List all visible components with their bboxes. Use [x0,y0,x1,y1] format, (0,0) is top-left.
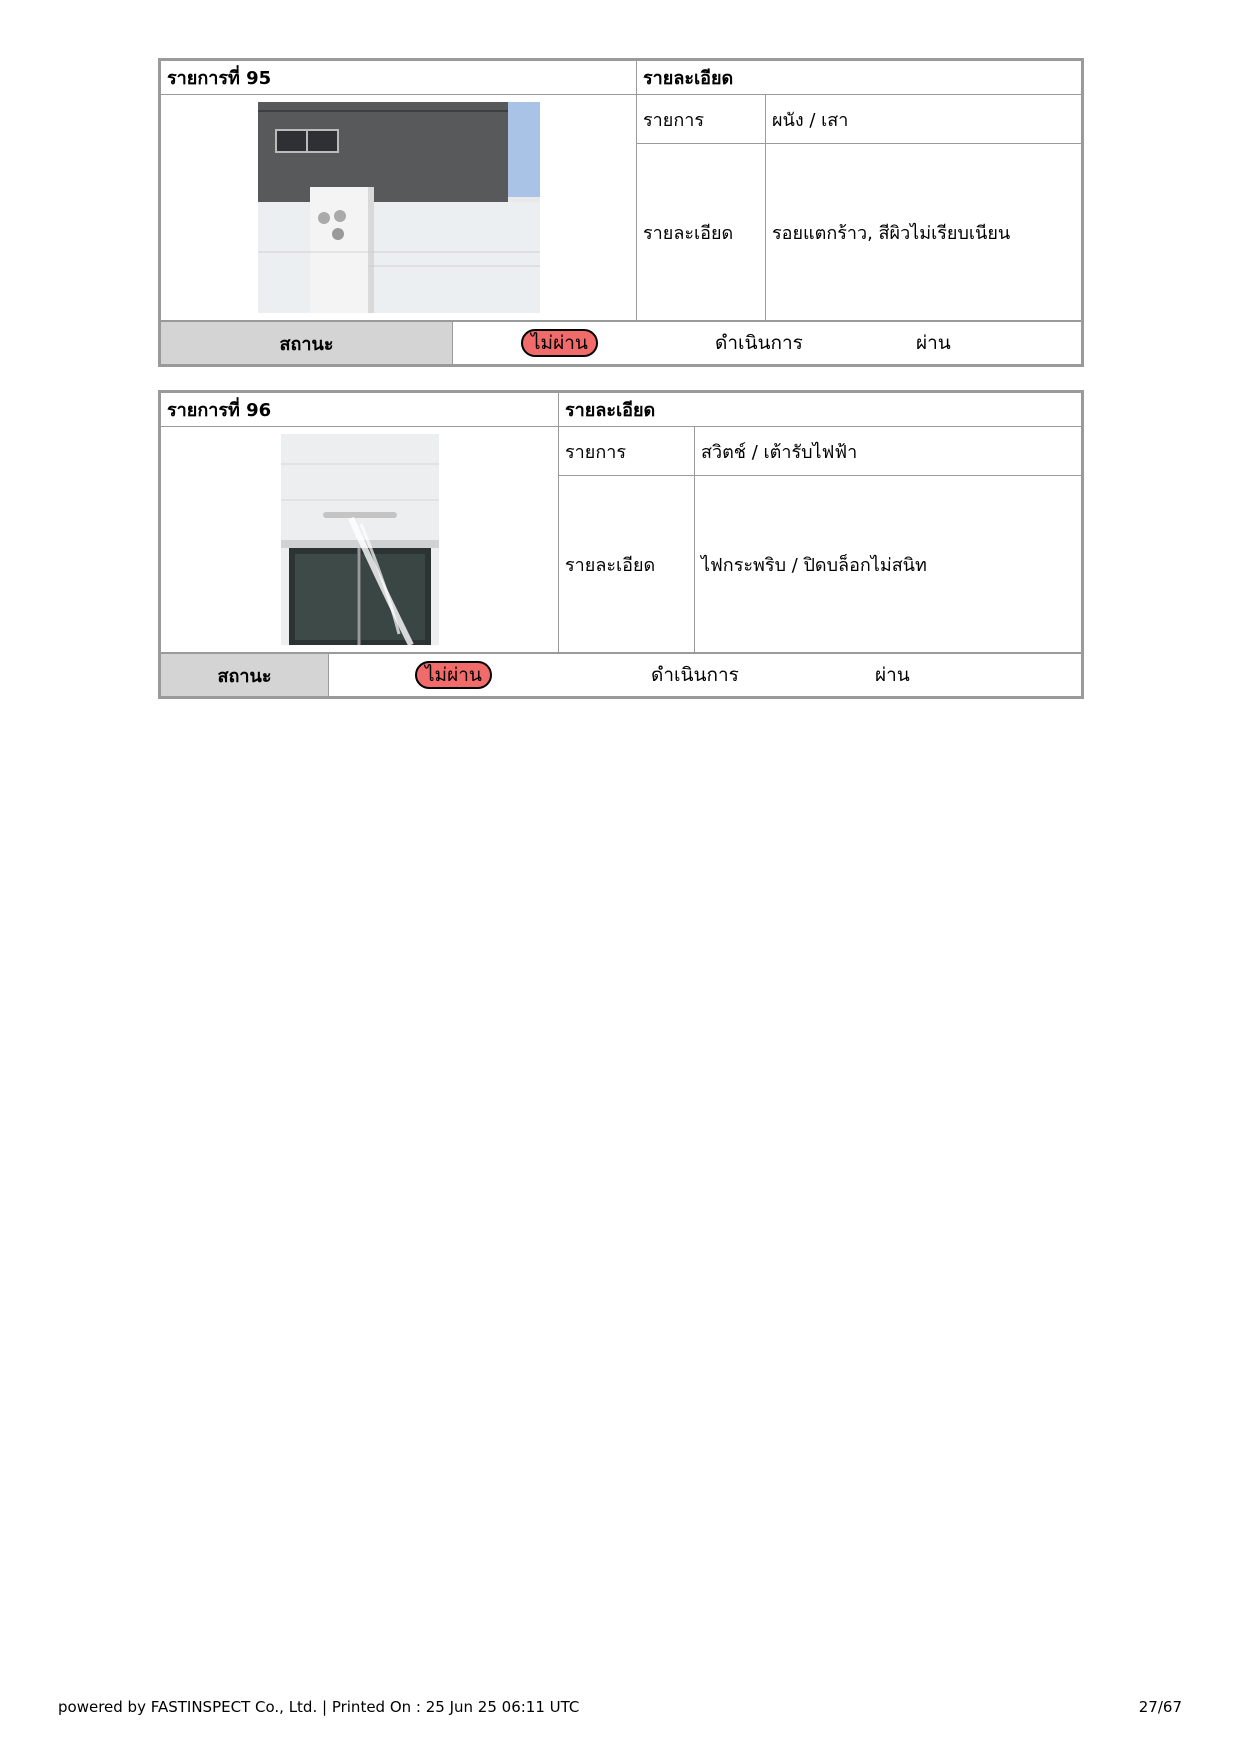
status-option-fail[interactable]: ไม่ผ่าน [415,661,492,689]
defect-photo[interactable] [281,434,439,645]
inspection-card-96 [158,390,1084,699]
photo-cell [161,95,637,321]
detail-value: รอยแตกร้าว, สีผิวไม่เรียบเนียน [766,144,1082,321]
item-label: รายการ [637,95,766,144]
item-value: ผนัง / เสา [766,95,1082,144]
item-heading: รายการที่ 96 [161,393,559,427]
detail-value: ไฟกระพริบ / ปิดบล็อกไม่สนิท [695,476,1082,653]
defect-photo[interactable] [258,102,540,313]
footer-credit: powered by FASTINSPECT Co., Ltd. | Printed On : 25 Jun 25 06:11 UTC [58,1698,580,1716]
status-option-pass[interactable]: ผ่าน [875,664,910,686]
item-value: สวิตช์ / เต้ารับไฟฟ้า [695,427,1082,476]
status-options [329,654,1082,697]
status-option-fail[interactable]: ไม่ผ่าน [521,329,598,357]
status-label: สถานะ [161,322,453,365]
item-heading: รายการที่ 95 [161,61,637,95]
detail-heading: รายละเอียด [637,61,1082,95]
page-number: 27/67 [1138,1698,1182,1716]
status-option-pass[interactable]: ผ่าน [916,332,951,354]
detail-label: รายละเอียด [559,476,695,653]
detail-heading: รายละเอียด [559,393,1082,427]
status-options [453,322,1082,365]
status-option-in-progress[interactable]: ดำเนินการ [715,332,803,354]
status-option-in-progress[interactable]: ดำเนินการ [651,664,739,686]
photo-cell [161,427,559,653]
detail-label: รายละเอียด [637,144,766,321]
item-label: รายการ [559,427,695,476]
inspection-card-95 [158,58,1084,367]
status-label: สถานะ [161,654,329,697]
